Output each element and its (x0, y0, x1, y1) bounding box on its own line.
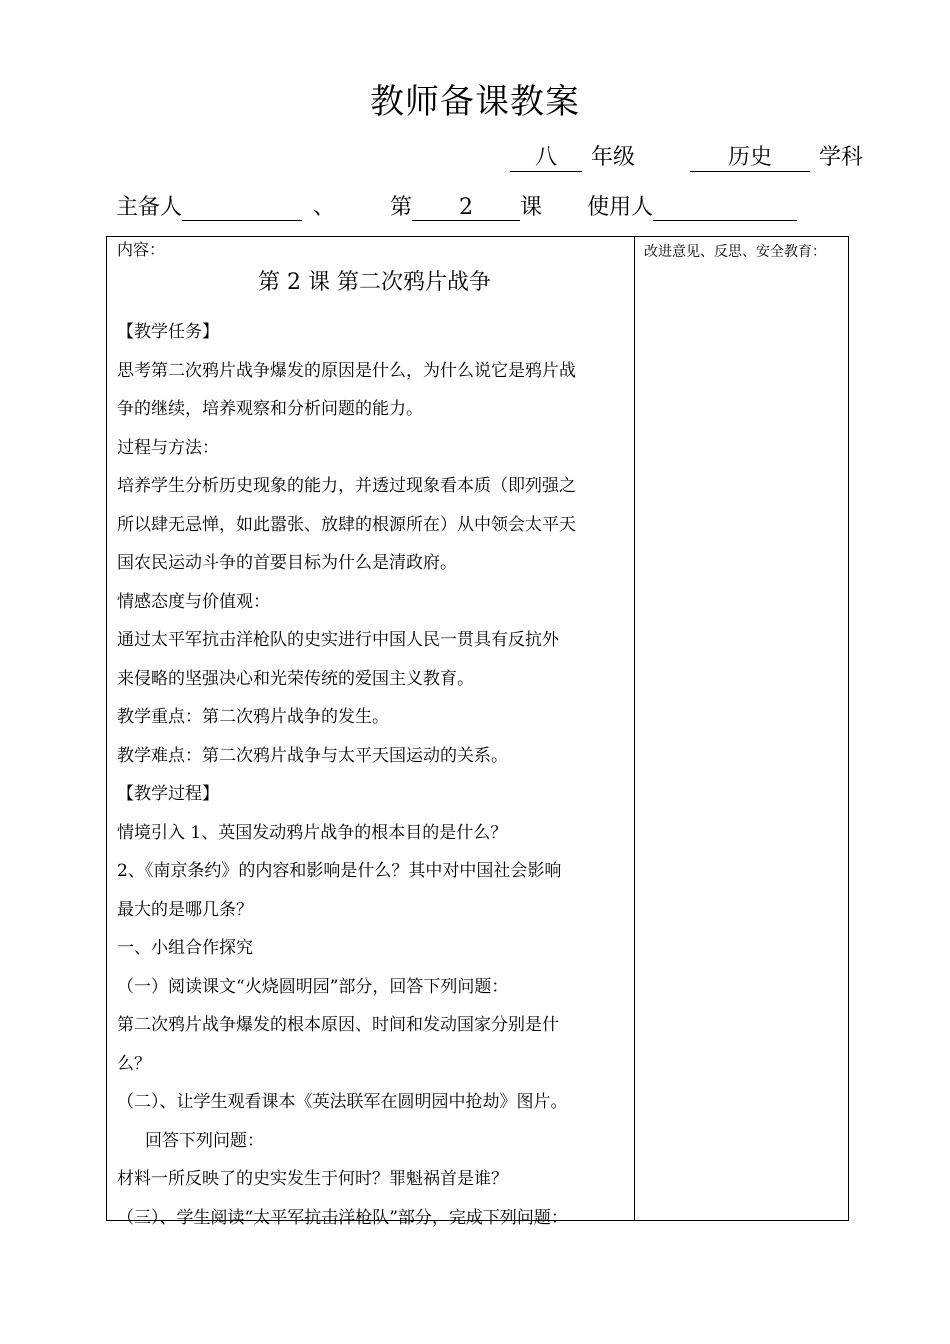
content-line: 2、《南京条约》的内容和影响是什么？其中对中国社会影响 (117, 861, 562, 881)
content-line: 一、小组合作探究 (117, 938, 253, 958)
content-line: 争的继续，培养观察和分析问题的能力。 (117, 399, 423, 419)
content-line: 回答下列问题： (145, 1130, 264, 1151)
subject-value: 历史 (690, 140, 810, 172)
lesson-number: 2 (412, 195, 520, 221)
content-line: 教学重点：第二次鸦片战争的发生。 (117, 707, 389, 727)
preparer-value (182, 194, 302, 221)
page-title: 教师备课教案 (370, 82, 580, 122)
column-divider (634, 237, 635, 1220)
content-line: 教学难点：第二次鸦片战争与太平天国运动的关系。 (117, 745, 508, 766)
content-line: 第二次鸦片战争爆发的根本原因、时间和发动国家分别是什 (117, 1015, 559, 1035)
content-line: 材料一所反映了的史实发生于何时？罪魁祸首是谁？ (117, 1169, 508, 1189)
side-notes-label: 改进意见、反思、安全教育： (644, 244, 826, 260)
content-line: 培养学生分析历史现象的能力，并透过现象看本质（即列强之 (117, 476, 576, 496)
content-line: （三）、学生阅读“太平军抗击洋枪队”部分，完成下列问题： (117, 1207, 568, 1228)
subject-label: 学科 (819, 145, 864, 170)
user-value (653, 194, 797, 221)
grade-subject-line (510, 140, 863, 172)
content-line: 通过太平军抗击洋枪队的史实进行中国人民一贯具有反抗外 (117, 630, 559, 650)
content-line: 【教学任务】 (117, 322, 219, 342)
separator: 、 (313, 195, 336, 220)
content-line: 最大的是哪几条？ (117, 899, 253, 920)
content-label: 内容： (117, 240, 166, 259)
lesson-suffix: 课 (520, 195, 543, 220)
content-line: 国农民运动斗争的首要目标为什么是清政府。 (117, 553, 457, 573)
content-line: 情感态度与价值观： (117, 591, 270, 612)
lesson-title: 第 2 课 第二次鸦片战争 (258, 270, 491, 295)
user-label: 使用人 (587, 195, 654, 220)
grade-value: 八 (510, 140, 582, 172)
content-line: 么？ (117, 1053, 151, 1074)
content-line: 思考第二次鸦片战争爆发的原因是什么，为什么说它是鸦片战 (117, 360, 576, 381)
preparer-label: 主备人 (116, 195, 183, 220)
lesson-plan-table (106, 236, 849, 1228)
content-line: （一）阅读课文“火烧圆明园”部分，回答下列问题： (117, 976, 509, 997)
content-line: 来侵略的坚强决心和光荣传统的爱国主义教育。 (117, 668, 474, 689)
content-line: 【教学过程】 (117, 784, 219, 804)
content-line: 所以肆无忌惮，如此嚣张、放肆的根源所在）从中领会太平天 (117, 514, 576, 535)
grade-label: 年级 (591, 145, 636, 170)
content-line: 情境引入 1、英国发动鸦片战争的根本目的是什么？ (117, 822, 508, 843)
author-line (116, 190, 797, 221)
content-line: （二）、让学生观看课本《英法联军在圆明园中抢劫》图片。 (117, 1092, 568, 1112)
content-line: 过程与方法： (117, 437, 219, 458)
lesson-prefix: 第 (390, 195, 413, 220)
content-column (117, 239, 632, 1237)
